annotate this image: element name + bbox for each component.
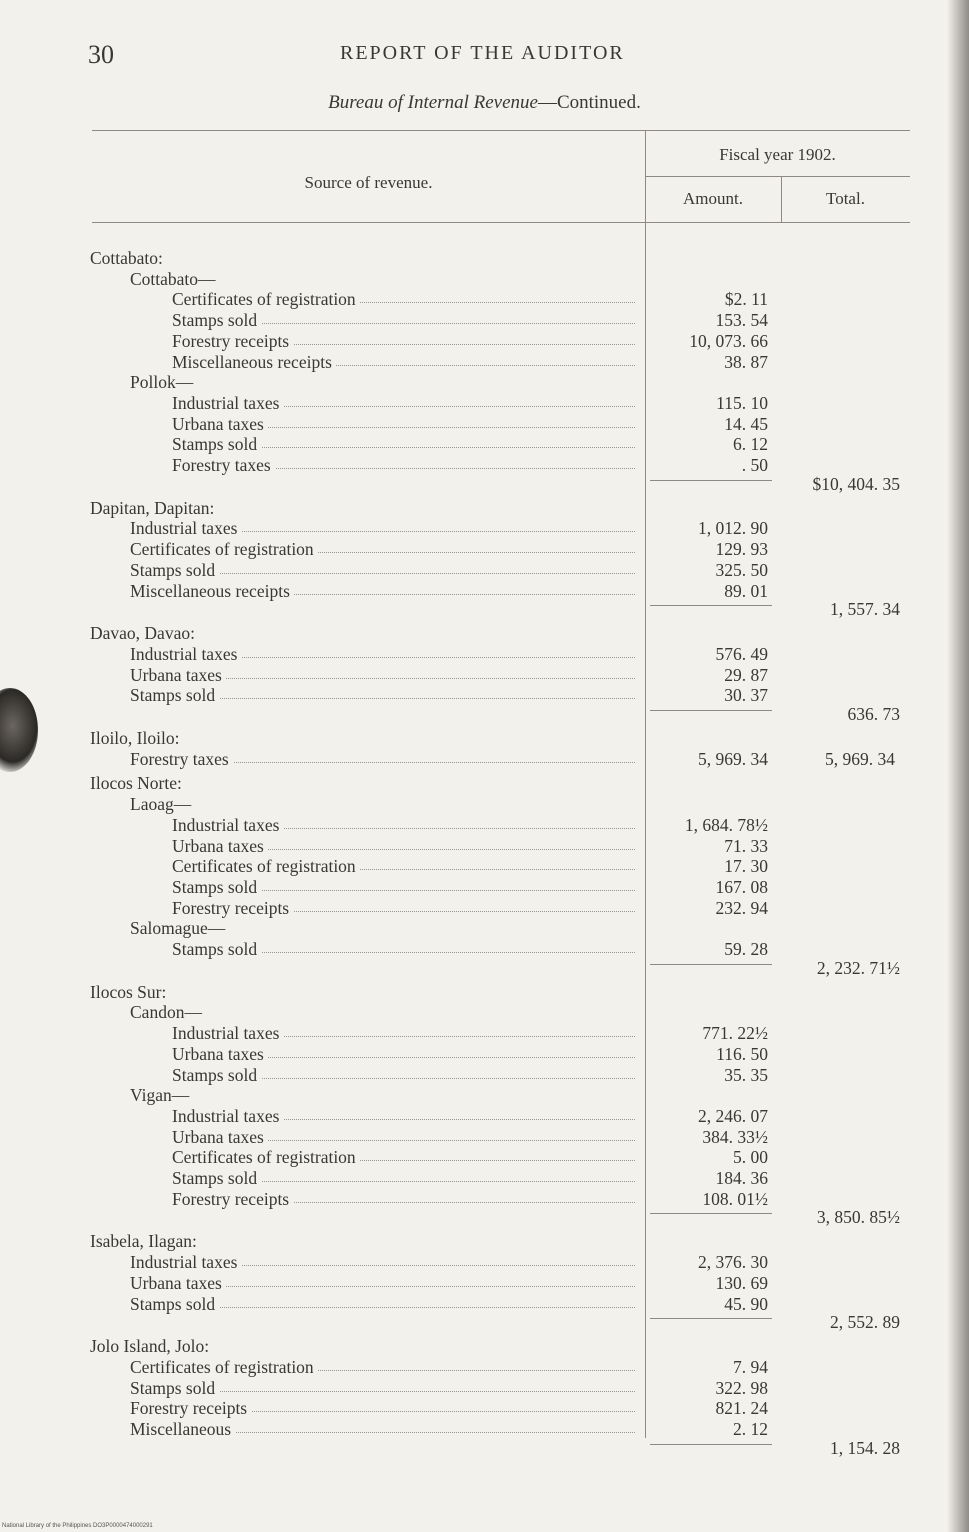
running-head: REPORT OF THE AUDITOR: [340, 42, 625, 64]
amount-cell: 1, 012. 90: [698, 518, 768, 539]
station-label: Laoag—: [130, 794, 192, 815]
revenue-source-label: Forestry receipts: [172, 898, 293, 918]
amount-cell: 232. 94: [715, 897, 768, 918]
amount-cell: 108. 01½: [702, 1188, 768, 1209]
section-total: 1, 557. 34: [830, 599, 900, 620]
amount-cell: 2, 376. 30: [698, 1252, 768, 1273]
revenue-source-label: Industrial taxes: [130, 644, 241, 664]
station-label: Cottabato—: [130, 268, 216, 289]
revenue-source-label: Urbana taxes: [130, 1273, 226, 1293]
section-total: $10, 404. 35: [812, 473, 900, 494]
revenue-source-label: Certificates of registration: [172, 289, 360, 309]
section-total: 1, 154. 28: [830, 1437, 900, 1458]
amount-cell: $2. 11: [724, 289, 768, 310]
section-total: 2, 232. 71½: [816, 957, 900, 978]
revenue-source-label: Stamps sold: [130, 560, 219, 580]
ink-blot: [0, 688, 38, 772]
amount-cell: 71. 33: [724, 835, 768, 856]
section-total: 636. 73: [847, 704, 900, 724]
district-label: Davao, Davao:: [90, 623, 195, 644]
amount-cell: 2. 12: [733, 1419, 768, 1439]
revenue-source-label: Stamps sold: [172, 939, 261, 959]
revenue-source-label: Stamps sold: [172, 1168, 261, 1188]
amount-cell: 14. 45: [724, 413, 768, 434]
revenue-source-label: Industrial taxes: [172, 1106, 283, 1126]
subtitle-italic: Bureau of Internal Revenue: [328, 92, 538, 113]
revenue-source-label: Urbana taxes: [172, 1044, 268, 1064]
subtotal-rule: [650, 1444, 772, 1445]
fiscal-year-header: Fiscal year 1902.: [719, 145, 836, 164]
amount-cell: 5, 969. 34: [698, 748, 768, 769]
subtotal-rule: [650, 964, 772, 965]
amount-cell: 322. 98: [715, 1377, 768, 1398]
district-label: Iloilo, Iloilo:: [90, 728, 180, 748]
revenue-source-label: Industrial taxes: [172, 1023, 283, 1043]
amount-cell: 29. 87: [724, 664, 768, 685]
revenue-source-label: Forestry receipts: [172, 1189, 293, 1209]
subtotal-rule: [650, 1318, 772, 1319]
amount-cell: 153. 54: [715, 310, 768, 331]
amount-cell: 184. 36: [715, 1168, 768, 1188]
page-edge-shadow: [947, 0, 969, 1532]
revenue-source-label: Stamps sold: [172, 434, 261, 454]
revenue-source-label: Forestry taxes: [130, 749, 233, 769]
revenue-source-label: Forestry receipts: [130, 1398, 251, 1418]
district-label: Dapitan, Dapitan:: [90, 497, 215, 518]
period-rule: [645, 176, 910, 177]
amount-cell: 38. 87: [724, 351, 768, 372]
station-label: Vigan—: [130, 1085, 190, 1106]
subtotal-rule: [650, 1213, 772, 1214]
section-total: 3, 850. 85½: [816, 1207, 900, 1228]
district-label: Isabela, Ilagan:: [90, 1231, 197, 1252]
subtotal-rule: [650, 480, 772, 481]
total-header: Total.: [826, 189, 865, 208]
revenue-source-label: Miscellaneous: [130, 1419, 235, 1439]
revenue-source-label: Certificates of registration: [130, 1357, 318, 1377]
revenue-source-label: Stamps sold: [172, 1065, 261, 1085]
source-of-revenue-header: Source of revenue.: [304, 173, 433, 192]
amount-cell: 384. 33½: [702, 1126, 768, 1147]
revenue-source-label: Miscellaneous receipts: [130, 581, 294, 601]
revenue-source-label: Urbana taxes: [172, 414, 268, 434]
revenue-source-label: Industrial taxes: [130, 1252, 241, 1272]
subtotal-rule: [650, 710, 772, 711]
scan-credit: National Library of the Philippines DO3P0000474000291: [2, 1523, 153, 1529]
amount-cell: 7. 94: [733, 1356, 768, 1377]
section-total: 5, 969. 34: [825, 748, 895, 769]
revenue-source-label: Industrial taxes: [130, 518, 241, 538]
amount-cell: 5. 00: [733, 1147, 768, 1168]
revenue-source-label: Industrial taxes: [172, 393, 283, 413]
revenue-source-label: Certificates of registration: [130, 539, 318, 559]
amount-cell: 116. 50: [716, 1043, 768, 1064]
revenue-source-label: Certificates of registration: [172, 1147, 360, 1167]
amount-cell: . 50: [741, 455, 768, 475]
amount-cell: 771. 22½: [702, 1023, 768, 1044]
revenue-source-label: Forestry taxes: [172, 455, 275, 475]
district-label: Ilocos Norte:: [90, 773, 182, 794]
revenue-source-label: Stamps sold: [130, 1378, 219, 1398]
amount-cell: 325. 50: [715, 559, 768, 580]
amount-cell: 35. 35: [724, 1064, 768, 1085]
amount-cell: 17. 30: [724, 856, 768, 877]
station-label: Salomague—: [130, 918, 226, 939]
revenue-source-label: Stamps sold: [172, 310, 261, 330]
station-label: Pollok—: [130, 372, 194, 393]
amount-cell: 59. 28: [724, 939, 768, 959]
amount-cell: 115. 10: [716, 392, 768, 413]
amount-cell: 45. 90: [724, 1293, 768, 1314]
revenue-source-label: Industrial taxes: [172, 815, 283, 835]
amount-cell: 89. 01: [724, 580, 768, 601]
table-top-rule: [92, 130, 910, 131]
section-total: 2, 552. 89: [830, 1312, 900, 1333]
amount-cell: 1, 684. 78½: [684, 814, 768, 835]
revenue-source-label: Certificates of registration: [172, 856, 360, 876]
revenue-source-label: Stamps sold: [130, 685, 219, 705]
station-label: Candon—: [130, 1002, 202, 1023]
amount-cell: 10, 073. 66: [689, 330, 768, 351]
header-bottom-rule: [92, 222, 910, 223]
revenue-source-label: Urbana taxes: [172, 836, 268, 856]
revenue-source-label: Miscellaneous receipts: [172, 352, 336, 372]
amount-cell: 576. 49: [715, 643, 768, 664]
district-label: Cottabato:: [90, 248, 163, 268]
revenue-source-label: Stamps sold: [130, 1294, 219, 1314]
amount-cell: 2, 246. 07: [698, 1105, 768, 1126]
revenue-source-label: Urbana taxes: [130, 665, 226, 685]
amount-cell: 30. 37: [724, 685, 768, 706]
revenue-source-label: Urbana taxes: [172, 1127, 268, 1147]
amount-cell: 130. 69: [715, 1272, 768, 1293]
district-label: Ilocos Sur:: [90, 981, 167, 1002]
amount-cell: 167. 08: [715, 876, 768, 897]
revenue-source-label: Stamps sold: [172, 877, 261, 897]
amount-cell: 129. 93: [715, 539, 768, 560]
revenue-source-label: Forestry receipts: [172, 331, 293, 351]
amount-header: Amount.: [683, 189, 743, 208]
amount-cell: 821. 24: [715, 1398, 768, 1419]
district-label: Jolo Island, Jolo:: [90, 1336, 210, 1357]
table-subtitle: [0, 92, 969, 114]
page-number: 30: [88, 40, 114, 69]
subtotal-rule: [650, 605, 772, 606]
amount-cell: 6. 12: [733, 434, 768, 455]
subtitle-continued: —Continued.: [537, 92, 641, 113]
